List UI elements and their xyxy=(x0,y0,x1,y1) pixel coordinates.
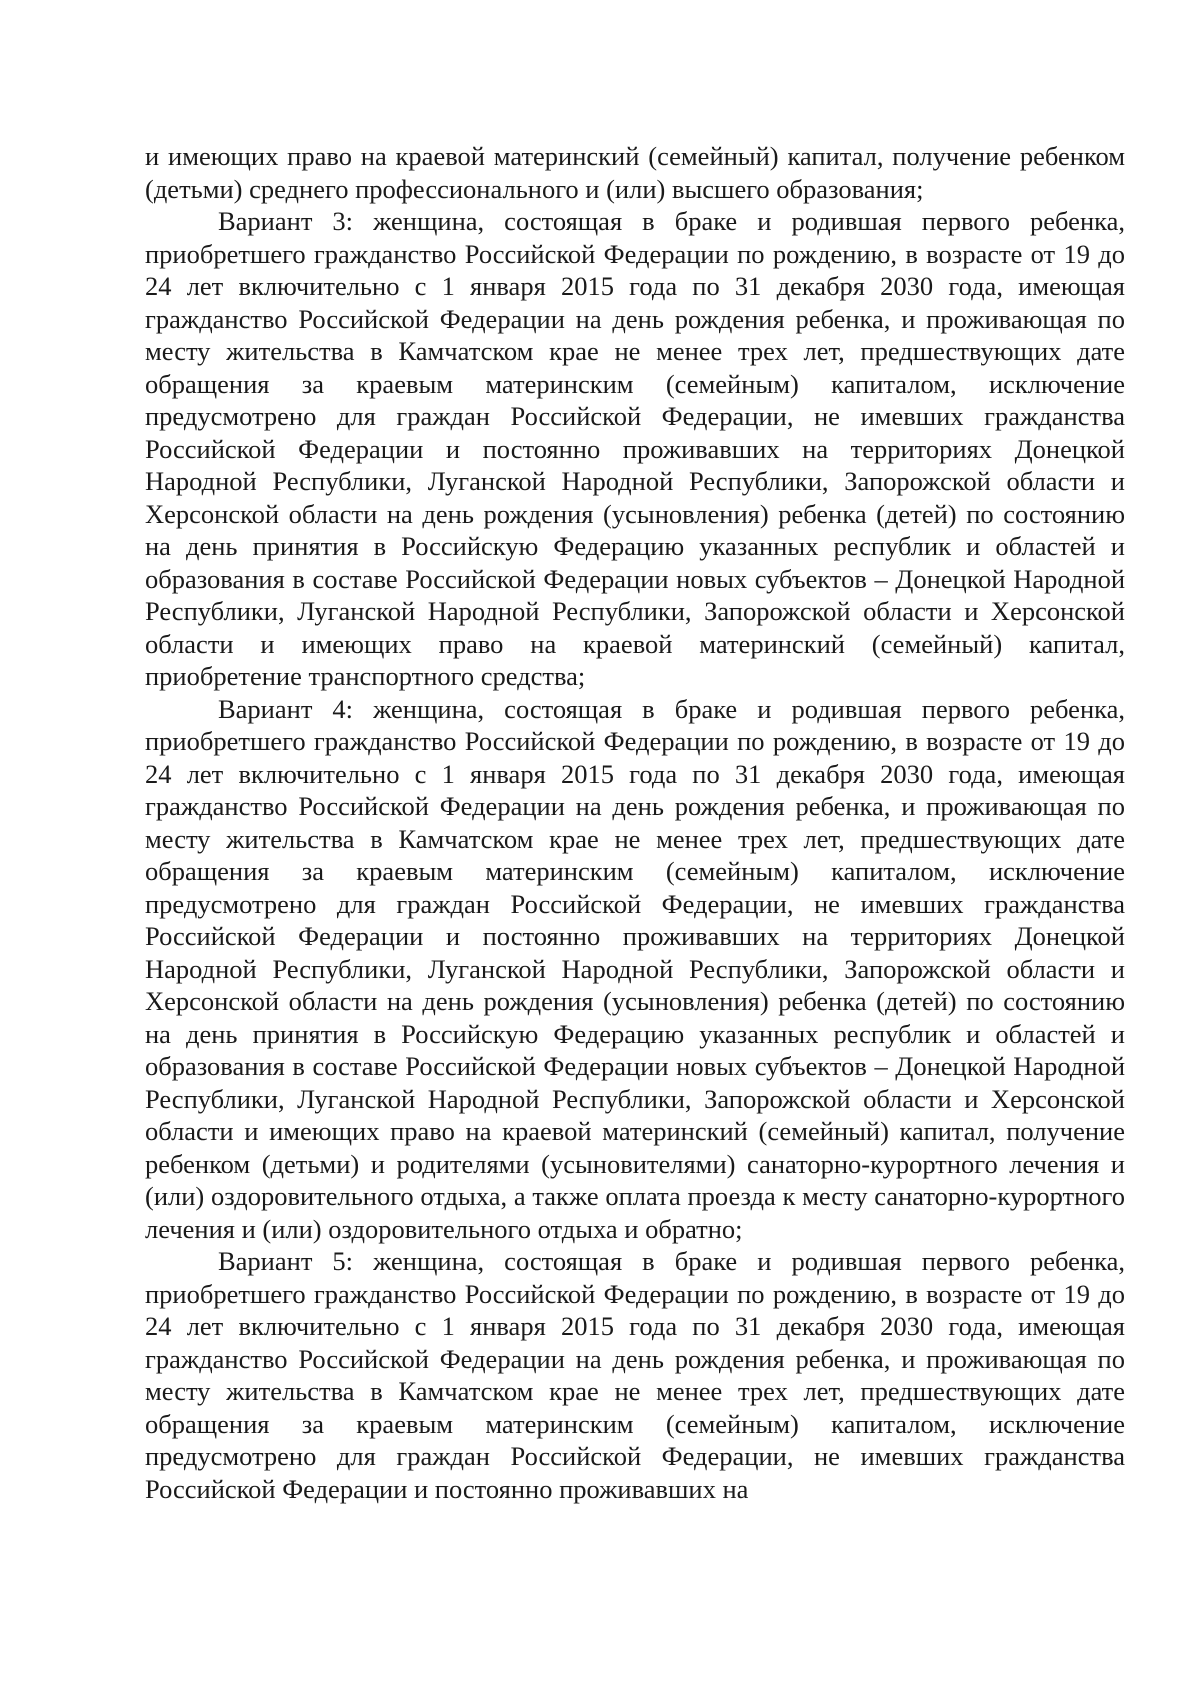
paragraph-variant-4: Вариант 4: женщина, состоящая в браке и родившая первого ребенка, приобретшего гражданство Российской Федерации по рождению, в возрасте от 19 до 24 лет включительно с 1 января 2015 года по 31 декабря 2030 года, имеющая гражданство Российской Федерации на день рождения ребенка, и проживающая по месту жительства в Камчатском крае не менее трех лет, предшествующих дате обращения за краевым материнским (семейным) капиталом, исключение предусмотрено для граждан Российской Федерации, не имевших гражданства Российской Федерации и постоянно проживавших на территориях Донецкой Народной Республики, Луганской Народной Республики, Запорожской области и Херсонской области на день рождения (усыновления) ребенка (детей) по состоянию на день принятия в Российскую Федерацию указанных республик и областей и образования в составе Российской Федерации новых субъектов – Донецкой Народной Республики, Луганской Народной Республики, Запорожской области и Херсонской области и имеющих право на краевой материнский (семейный) капитал, получение ребенком (детьми) и родителями (усыновителями) санаторно-курортного лечения и (или) оздоровительного отдыха, а также оплата проезда к месту санаторно-курортного лечения и (или) оздоровительного отдыха и обратно; xyxy=(145,693,1125,1244)
paragraph-variant-5: Вариант 5: женщина, состоящая в браке и родившая первого ребенка, приобретшего гражданство Российской Федерации по рождению, в возрасте от 19 до 24 лет включительно с 1 января 2015 года по 31 декабря 2030 года, имеющая гражданство Российской Федерации на день рождения ребенка, и проживающая по месту жительства в Камчатском крае не менее трех лет, предшествующих дате обращения за краевым материнским (семейным) капиталом, исключение предусмотрено для граждан Российской Федерации, не имевших гражданства Российской Федерации и постоянно проживавших на xyxy=(145,1246,1125,1504)
paragraph-variant-3: Вариант 3: женщина, состоящая в браке и родившая первого ребенка, приобретшего гражданство Российской Федерации по рождению, в возрасте от 19 до 24 лет включительно с 1 января 2015 года по 31 декабря 2030 года, имеющая гражданство Российской Федерации на день рождения ребенка, и проживающая по месту жительства в Камчатском крае не менее трех лет, предшествующих дате обращения за краевым материнским (семейным) капиталом, исключение предусмотрено для граждан Российской Федерации, не имевших гражданства Российской Федерации и постоянно проживавших на территориях Донецкой Народной Республики, Луганской Народной Республики, Запорожской области и Херсонской области на день рождения (усыновления) ребенка (детей) по состоянию на день принятия в Российскую Федерацию указанных республик и областей и образования в составе Российской Федерации новых субъектов – Донецкой Народной Республики, Луганской Народной Республики, Запорожской области и Херсонской области и имеющих право на краевой материнский (семейный) капитал, приобретение транспортного средства; xyxy=(145,206,1125,691)
paragraph-continuation: и имеющих право на краевой материнский (семейный) капитал, получение ребенком (детьми) среднего профессионального и (или) высшего образования; xyxy=(145,141,1125,204)
document-page xyxy=(145,140,1125,1505)
